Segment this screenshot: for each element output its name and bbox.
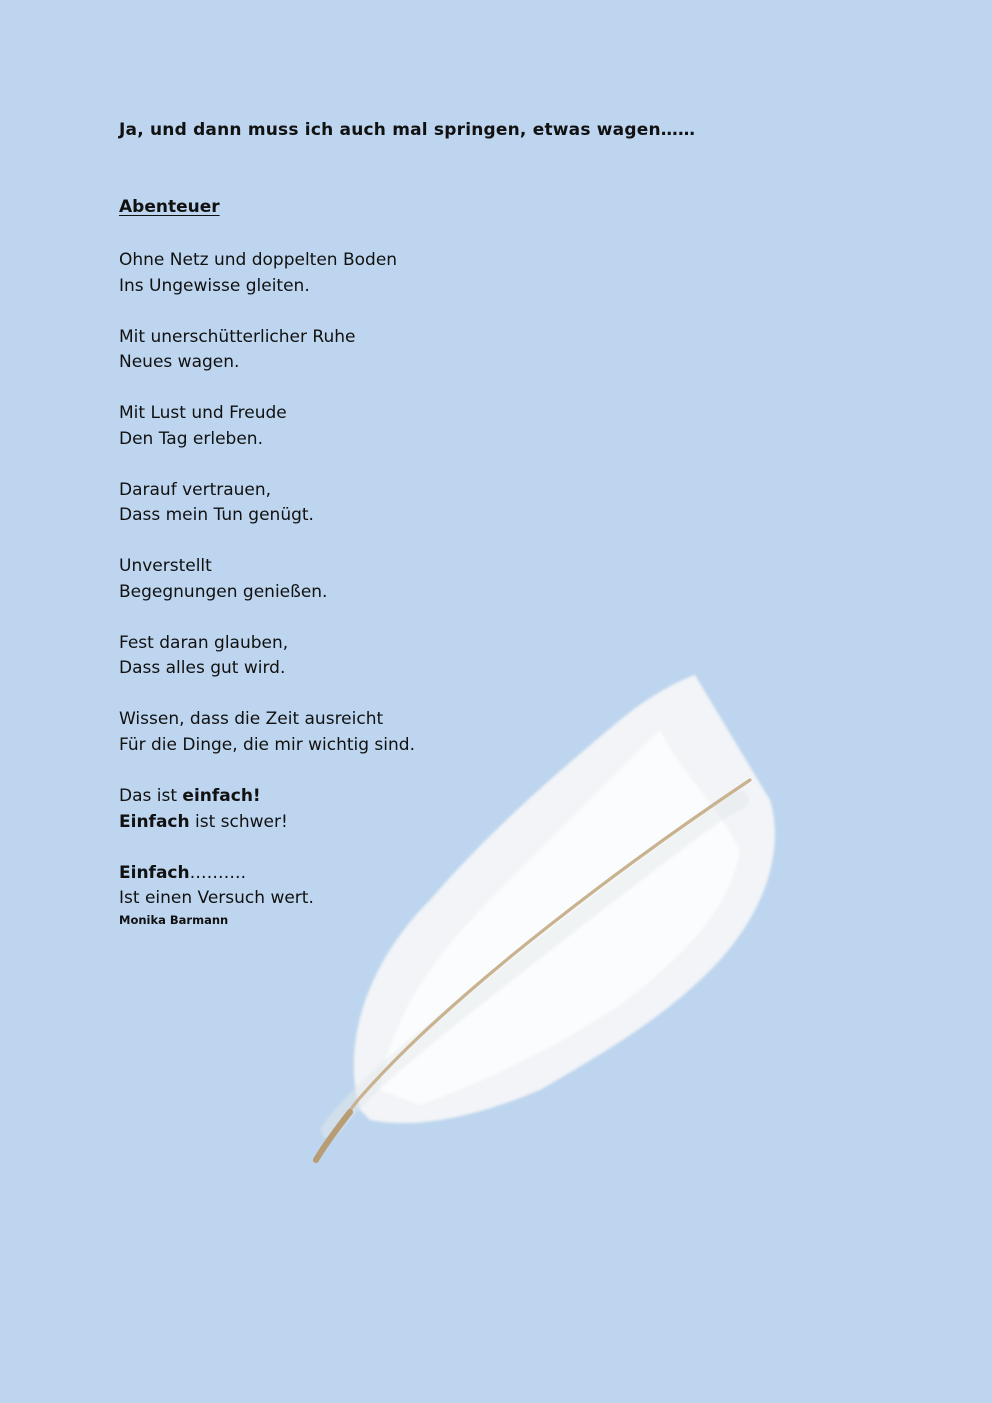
poem-line: Für die Dinge, die mir wichtig sind. — [119, 735, 415, 756]
stanza-1 — [119, 248, 639, 299]
poem-title: Abenteuer — [119, 197, 220, 217]
closing-dots: ………. — [189, 862, 246, 883]
poem-line: Unverstellt — [119, 556, 212, 577]
stanza-4 — [119, 478, 639, 529]
author-signature: Monika Barmann — [119, 913, 229, 927]
poem-line: Mit Lust und Freude — [119, 403, 287, 424]
emphasis-prefix: Das ist — [119, 786, 183, 807]
stanza-3 — [119, 401, 639, 452]
poem-line: Ist einen Versuch wert. — [119, 888, 314, 909]
poem-line: Neues wagen. — [119, 352, 240, 373]
stanza-5 — [119, 554, 639, 605]
poem-line: Ohne Netz und doppelten Boden — [119, 250, 398, 270]
emphasis-bold-word: einfach! — [182, 786, 261, 807]
feather-icon — [300, 660, 800, 1170]
poem-line: Wissen, dass die Zeit ausreicht — [119, 709, 384, 730]
emphasis-suffix: ist schwer! — [189, 811, 288, 832]
intro-line: Ja, und dann muss ich auch mal springen, etwas wagen…… — [119, 120, 696, 140]
poem-line: Dass alles gut wird. — [119, 658, 286, 679]
poem-line: Ins Ungewisse gleiten. — [119, 275, 310, 296]
closing-bold-word: Einfach — [119, 862, 190, 883]
emphasis-bold-word: Einfach — [119, 811, 190, 832]
poem-line: Mit unerschütterlicher Ruhe — [119, 326, 356, 347]
poem-line: Den Tag erleben. — [119, 428, 263, 449]
stanza-2 — [119, 325, 639, 376]
poem-line: Fest daran glauben, — [119, 632, 289, 653]
poem-line: Darauf vertrauen, — [119, 479, 272, 500]
poem-line: Begegnungen genießen. — [119, 581, 328, 602]
poem-line: Dass mein Tun genügt. — [119, 505, 314, 526]
